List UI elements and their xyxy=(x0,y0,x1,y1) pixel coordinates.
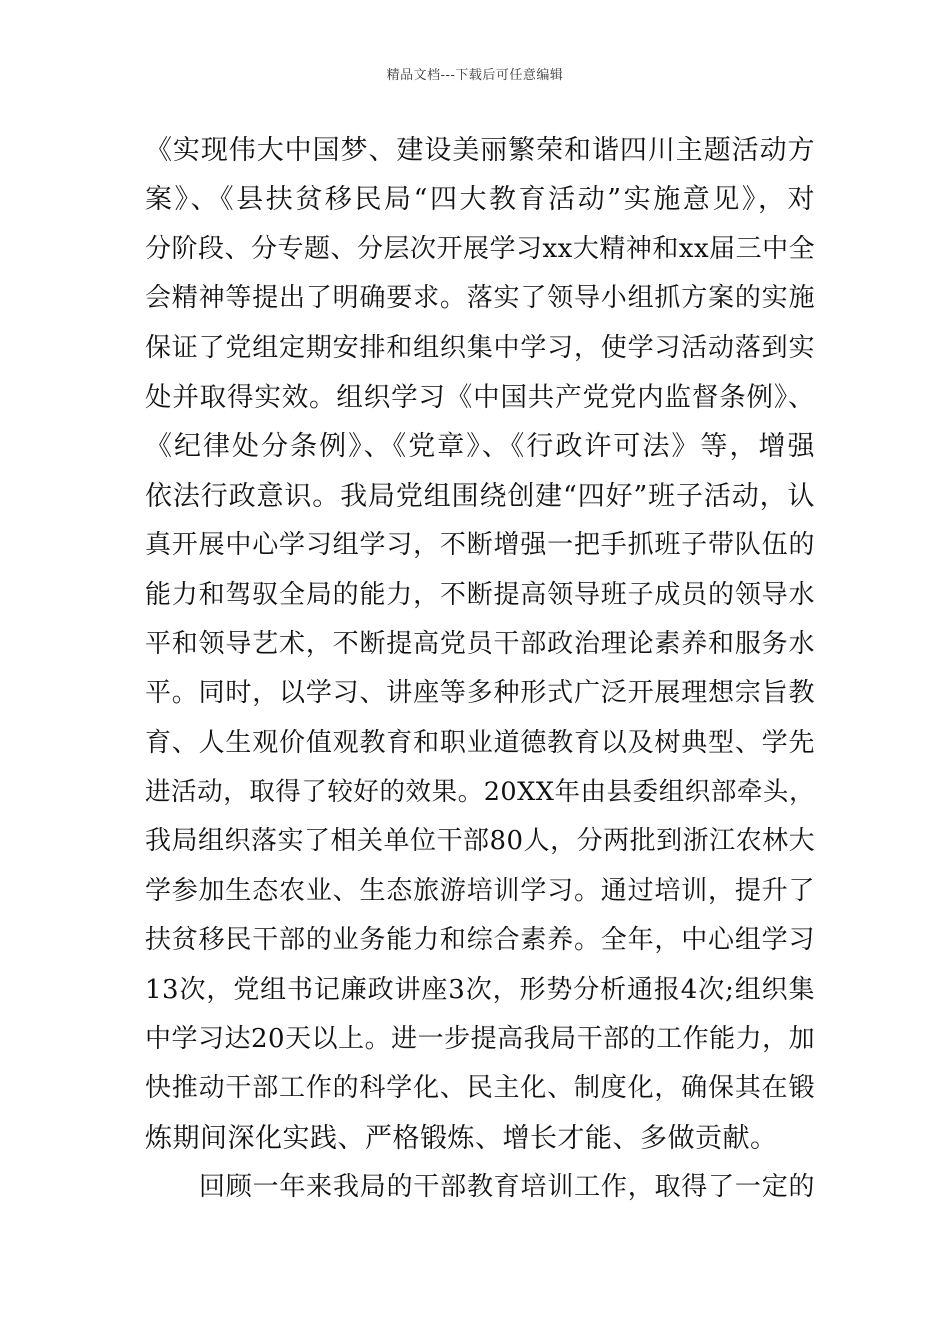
text-line: 案》、《县扶贫移民局“四大教育活动”实施意见》，对 xyxy=(145,184,815,216)
text-line: 平。同时，以学习、讲座等多种形式广泛开展理想宗旨教 xyxy=(145,678,815,709)
text-line: 《纪律处分条例》、《党章》、《行政许可法》等，增强 xyxy=(145,431,815,463)
text-line: 平和领导艺术，不断提高党员干部政治理论素养和服务水 xyxy=(145,628,815,659)
text-line: 真开展中心学习组学习，不断增强一把手抓班子带队伍的 xyxy=(145,530,815,561)
text-line: 13次，党组书记廉政讲座3次，形势分析通报4次;组织集 xyxy=(145,974,815,1005)
document-body xyxy=(145,126,815,1213)
text-line: 会精神等提出了明确要求。落实了领导小组抓方案的实施 xyxy=(145,283,815,314)
text-line: 处并取得实效。组织学习《中国共产党党内监督条例》、 xyxy=(145,381,815,413)
text-line: 炼期间深化实践、严格锻炼、增长才能、多做贡献。 xyxy=(145,1122,778,1154)
text-line: 中学习达20天以上。进一步提高我局干部的工作能力，加 xyxy=(145,1024,816,1055)
text-line: 《实现伟大中国梦、建设美丽繁荣和谐四川主题活动方 xyxy=(145,135,815,166)
paragraph-2 xyxy=(145,1163,815,1212)
text-line: 快推动干部工作的科学化、民主化、制度化，确保其在锻 xyxy=(145,1073,815,1104)
text-line: 保证了党组定期安排和组织集中学习，使学习活动落到实 xyxy=(145,332,815,363)
text-line: 分阶段、分专题、分层次开展学习xx大精神和xx届三中全 xyxy=(145,233,816,264)
text-line: 依法行政意识。我局党组围绕创建“四好”班子活动，认 xyxy=(145,480,815,512)
text-line: 我局组织落实了相关单位干部80人，分两批到浙江农林大 xyxy=(145,826,816,857)
text-line: 进活动，取得了较好的效果。20XX年由县委组织部牵头， xyxy=(145,777,815,808)
text-line: 育、人生观价值观教育和职业道德教育以及树典型、学先 xyxy=(145,727,815,758)
paragraph-1 xyxy=(145,126,815,1163)
text-line: 回顾一年来我局的干部教育培训工作，取得了一定的 xyxy=(199,1172,815,1203)
text-line: 能力和驾驭全局的能力，不断提高领导班子成员的领导水 xyxy=(145,579,815,610)
text-line: 学参加生态农业、生态旅游培训学习。通过培训，提升了 xyxy=(145,875,815,906)
page-header: 精品文档---下载后可任意编辑 xyxy=(386,68,564,83)
text-line: 扶贫移民干部的业务能力和综合素养。全年，中心组学习 xyxy=(145,925,815,956)
